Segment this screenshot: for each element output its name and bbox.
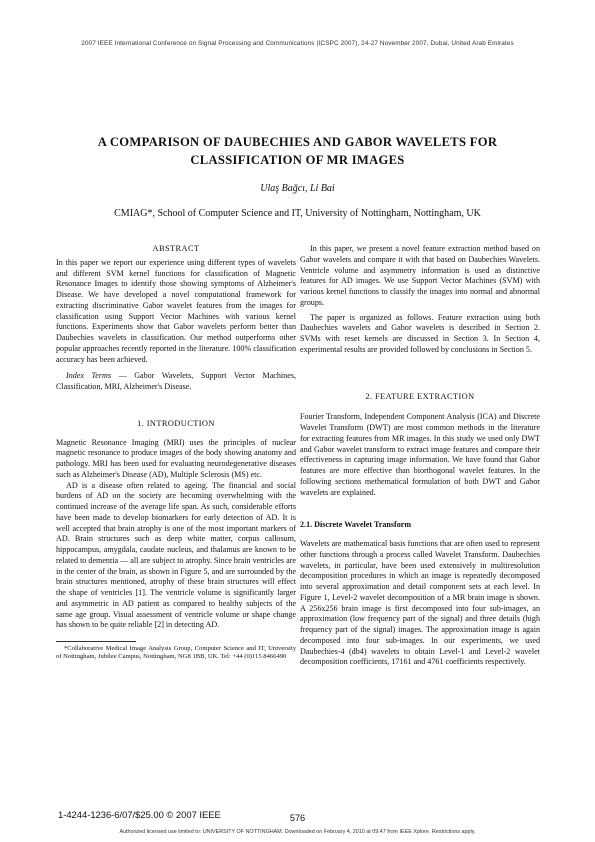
copyright: 1-4244-1236-6/07/$25.00 © 2007 IEEE	[58, 809, 221, 820]
footnote: *Collaborative Medical Image Analysis Group, Computer Science and IT, University of Nottingham, Jubilee Campus, Nottingham, NG8 1BB, UK. Tel: +44 (0)115 8466490	[56, 645, 296, 660]
index-terms-label: Index Terms	[66, 371, 112, 381]
introduction-heading: 1. INTRODUCTION	[137, 418, 215, 428]
authors: Ulaş Bağcı, Li Bai	[260, 183, 335, 194]
page-number: 576	[289, 813, 306, 823]
conference-header: 2007 IEEE International Conference on Signal Processing and Communications (ICSPC 2007), 24-27 November 2007, Dubai, United Arab Emirates	[81, 40, 514, 47]
dwt-heading: 2.1. Discrete Wavelet Transform	[300, 520, 412, 530]
index-terms	[56, 371, 296, 393]
introduction-paragraph: Magnetic Resonance Imaging (MRI) uses the principles of nuclear magnetic resonance to produce images of the body showing anatomy and pathology. MRI has been used for evaluating neurodegenerative diseases such as Alzheimer's Disease (AD), Multiple Sclerosis (MS) etc.	[56, 437, 296, 479]
left-column	[56, 244, 296, 661]
right-column	[300, 244, 540, 668]
abstract-heading: ABSTRACT	[152, 244, 200, 253]
intro-paragraph-right: The paper is organized as follows. Feature extraction using both Daubechies wavelets and Gabor wavelets is described in Section 2. SVMs with reset kernels are discussed in Section 3. In Section 4, experimental results are provided followed by conclusions in Section 5.	[300, 312, 540, 354]
index-terms-text: — Gabor Wavelets, Support Vector Machines, Classification, MRI, Alzheimer's Disease.	[56, 371, 296, 391]
feature-extraction-text: Fourier Transform, Independent Component Analysis (ICA) and Discrete Wavelet Transform (DWT) are most common methods in the literature for extracting features from MR images. In this study we used only DWT and Gabor wavelet transform to extract image features and compare their effectiveness in capturing image information. We have found that Gabor features are more effective than biorthogonal wavelet features. In the following sections methematical formulation of both DWT and Gabor wavelets are explained.	[300, 412, 540, 497]
introduction-paragraph: AD is a disease often related to ageing. The financial and social burdens of AD on the society are becoming overwhelming with the continued increase of the average life span. As such, considerable efforts have been made to develop biomarkers for early detection of AD. It is well accepted that brain atrophy is one of the most important markers of AD. Brain structures such as deep white matter, corpus callosum, hippocampus, amygdala, caudate nucleus, and thalamus are known to be related to dementia — all are subject to atrophy. Since brain ventricles are in the center of the brain, as shown in Figure 5, and are surrounded by the brain structures mentioned, atrophy of these brain structures will effect the shape of ventricles [1]. The ventricle volume is significantly larger and asymmetric in AD patient as compared to healthy subjects of the same age group. Visual assessment of ventricle volume or shape change has shown to be quite reliable [2] in detecting AD.	[56, 480, 296, 630]
affiliation: CMIAG*, School of Computer Science and IT, University of Nottingham, Nottingham, UK	[114, 208, 481, 219]
feature-extraction-heading: 2. FEATURE EXTRACTION	[365, 391, 475, 401]
intro-paragraph-right: In this paper, we present a novel feature extraction method based on Gabor wavelets and compare it with that based on Daubechies Wavelets. Ventricle volume and asymmetry information is used as distinctive features for AD images. We use Support Vector Machines (SVM) with various kernel functions to classify the images into normal and abnormal groups.	[300, 244, 540, 307]
paper-title: A COMPARISON OF DAUBECHIES AND GABOR WAVELETS FOR CLASSIFICATION OF MR IMAGES	[97, 135, 498, 167]
abstract-text: In this paper we report our experience using different types of wavelets and different SVM kernel functions for classification of Magnetic Resonance Images to identify those showing symptoms of Alzheimer's Disease. We have developed a novel computational framework for extracting discriminative Gabor wavelet features from the images for classification using Support Vector Machines with various kernel functions. Experiments show that Gabor wavelets perform better than Daubechies wavelets in classification. Our method outperforms other popular approaches recently reported in the literature. 100% classification accuracy has been achieved.	[56, 257, 296, 364]
footnote-rule	[56, 641, 136, 642]
authorization-note: Authorized licensed use limited to: UNIVERSITY OF NOTTINGHAM. Downloaded on February 4, 2010 at 09:47 from IEEE Xplore. Restrictions apply.	[119, 829, 476, 835]
dwt-text: Wavelets are mathematical basis functions that are often used to represent other functions through a process called Wavelet Transform. Daubechies wavelets, in particular, have been used extensively in multiresolution decomposition procedures in which an image is repeatedly decomposed into several approximation and detail component sets at each level. In Figure 1, Level-2 wavelet decomposition of a MR brain image is shown. A 256x256 brain image is first decomposed into four sub-images, an approximation (low frequency part of the signal) and three details (high frequency part of the signal) images. The approximation image is again decomposed into four sub-images. In our experiments, we used Daubechies-4 (db4) wavelets to obtain Level-1 and Level-2 wavelet decomposition coefficients, 17161 and 4761 coefficients respectively.	[300, 539, 540, 667]
